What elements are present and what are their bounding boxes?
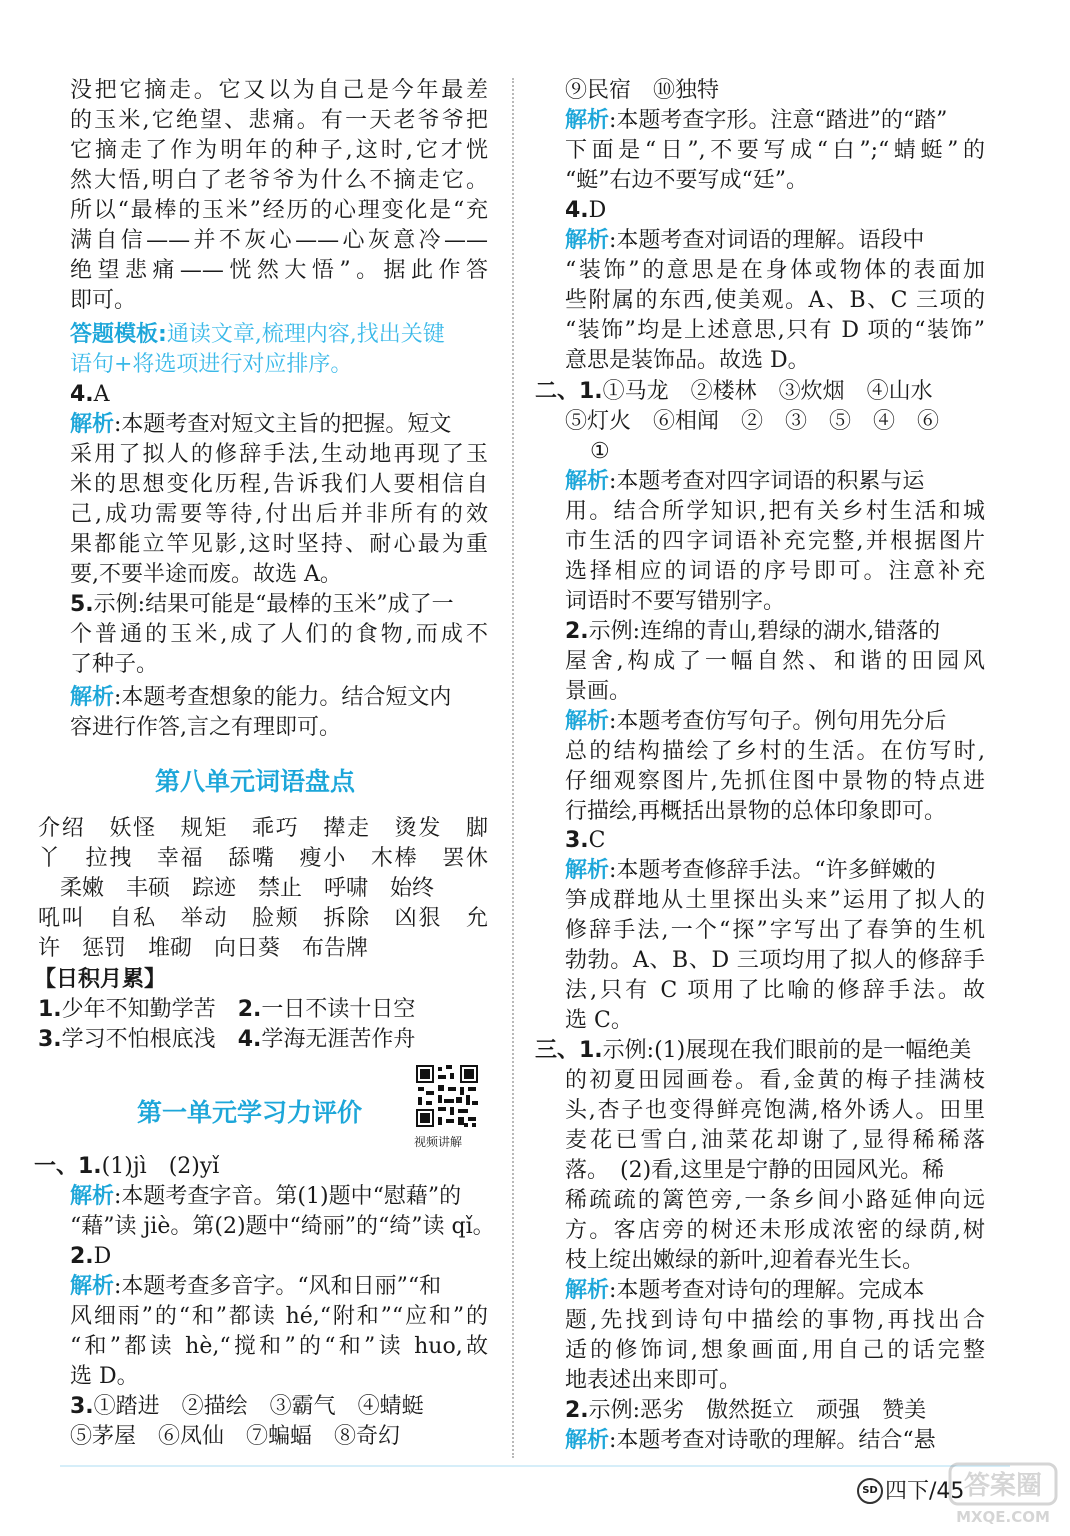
analysis-label: 解析 — [565, 1428, 610, 1453]
analysis-text: :本题考查想象的能力。结合短文内 — [114, 685, 452, 710]
analysis-text: :本题考查对词语的理解。语段中 — [609, 228, 925, 253]
analysis-line — [565, 1426, 936, 1456]
text-line: 笋成群地从土里探出头来”运用了拟人的 — [565, 888, 985, 913]
text-line: 它摘走了作为明年的种子,这时,它才恍 — [70, 138, 488, 163]
accumulate-row — [38, 1025, 415, 1055]
question-number: 3. — [565, 828, 589, 853]
column-divider — [512, 78, 514, 1458]
analysis-label: 解析 — [565, 469, 610, 494]
text-line: 景画。 — [565, 679, 632, 704]
vocab-line: 丫 拉拽 幸福 舔嘴 瘦小 木棒 罢休 — [38, 846, 488, 871]
text-line: 屋舍,构成了一幅自然、和谐的田园风 — [565, 649, 985, 674]
text-line: 适的修饰词,想象画面,用自己的话完整 — [565, 1338, 985, 1363]
analysis-label: 解析 — [565, 228, 610, 253]
text-line: “装饰”均是上述意思,只有 D 项的“装饰” — [565, 318, 985, 343]
analysis-label: 解析 — [70, 1184, 115, 1209]
analysis-label: 解析 — [70, 685, 115, 710]
text-line: 采用了拟人的修辞手法,生动地再现了玉 — [70, 442, 488, 467]
analysis-line — [70, 1272, 441, 1302]
answer: ①踏进 ②描绘 ③霸气 ④蜻蜓 — [93, 1394, 424, 1419]
analysis-line — [565, 707, 946, 737]
analysis-label: 解析 — [70, 1274, 115, 1299]
text-line: ⑨民宿 ⑩独特 — [565, 78, 720, 103]
publisher-badge: SD — [857, 1478, 883, 1504]
analysis-label: 解析 — [565, 709, 610, 734]
text-line: 没把它摘走。它又以为自己是今年最差 — [70, 78, 488, 103]
text-line: 选 C。 — [565, 1008, 633, 1033]
text-line: 意思是装饰品。故选 D。 — [565, 348, 810, 373]
text-line: ⑤茅屋 ⑥凤仙 ⑦蝙蝠 ⑧奇幻 — [70, 1424, 401, 1449]
text-line: 然大悟,明白了老爷爷为什么不摘走它。 — [70, 168, 488, 193]
question-number: 4. — [70, 382, 94, 407]
template-text: 语句+将选项进行对应排序。 — [70, 352, 353, 377]
text-line: 个普通的玉米,成了人们的食物,而成不 — [70, 622, 488, 647]
analysis-line — [565, 856, 936, 886]
answer: 示例:连绵的青山,碧绿的湖水,错落的 — [588, 619, 941, 644]
text-line: 仔细观察图片,先抓住图中景物的特点进 — [565, 769, 985, 794]
answer-line — [70, 590, 454, 620]
accumulate-row — [38, 995, 415, 1025]
answer-line — [565, 826, 606, 856]
text-line: 稀疏疏的篱笆旁,一条乡间小路延伸向远 — [565, 1188, 985, 1213]
analysis-label: 解析 — [70, 412, 115, 437]
svg-text:答案圈: 答案圈 — [963, 1471, 1043, 1501]
template-line — [70, 320, 445, 350]
text-line: 果都能立竿见影,这时坚持、耐心最为重 — [70, 532, 488, 557]
analysis-text: :本题考查字形。注意“踏进”的“踏” — [609, 108, 948, 133]
template-text: 通读文章,梳理内容,找出关键 — [166, 322, 445, 347]
answer-line — [535, 377, 933, 407]
answer: ①马龙 ②楼林 ③炊烟 ④山水 — [602, 379, 933, 404]
text-line: “蜓”右边不要写成“廷”。 — [565, 168, 808, 193]
answer: A — [93, 382, 110, 407]
vocab-line: 柔嫩 丰硕 踪迹 禁止 呼啸 始终 — [38, 876, 435, 901]
text-line: 些附属的东西,使美观。A、B、C 三项的 — [565, 288, 985, 313]
section-heading-unit1: 第一单元学习力评价 — [137, 1098, 363, 1127]
item-text: 一日不读十日空 — [261, 997, 416, 1022]
analysis-text: :本题考查仿写句子。例句用先分后 — [609, 709, 947, 734]
text-line: 了种子。 — [70, 652, 159, 677]
question-number: 4. — [565, 198, 589, 223]
question-number: 一、1. — [34, 1154, 102, 1179]
answer-line — [34, 1152, 219, 1182]
text-line: 市生活的四字词语补充完整,并根据图片 — [565, 529, 985, 554]
analysis-line — [565, 467, 924, 497]
analysis-text: :本题考查字音。第(1)题中“慰藉”的 — [114, 1184, 462, 1209]
text-line: 落。 (2)看,这里是宁静的田园风光。稀 — [565, 1158, 945, 1183]
text-line: 满自信——并不灰心——心灰意冷—— — [70, 228, 488, 253]
text-line: “和”都读 hè,“搅和”的“和”读 huo,故 — [70, 1334, 488, 1359]
question-number: 三、1. — [535, 1038, 603, 1063]
text-line: 行描绘,再概括出景物的总体印象即可。 — [565, 799, 946, 824]
text-line: “装饰”的意思是在身体或物体的表面加 — [565, 258, 985, 283]
text-line: 方。客店旁的树还未形成浓密的绿荫,树 — [565, 1218, 985, 1243]
analysis-line — [565, 106, 947, 136]
text-line: 绝望悲痛——恍然大悟”。据此作答 — [70, 258, 488, 283]
answer-line — [565, 196, 606, 226]
answer-line — [565, 1396, 926, 1426]
analysis-text: :本题考查对诗歌的理解。结合“悬 — [609, 1428, 936, 1453]
text-line: 己,成功需要等待,付出后并非所有的效 — [70, 502, 488, 527]
analysis-label: 解析 — [565, 108, 610, 133]
text-line: 所以“最棒的玉米”经历的心理变化是“充 — [70, 198, 488, 223]
text-line: 即可。 — [70, 288, 137, 313]
text-line: 米的思想变化历程,告诉我们人要相信自 — [70, 472, 488, 497]
text-line: 的初夏田园画卷。看,金黄的梅子挂满枝 — [565, 1068, 985, 1093]
text-line: 头,杏子也变得鲜亮饱满,格外诱人。田里 — [565, 1098, 985, 1123]
answer: (1)jì (2)yǐ — [101, 1154, 220, 1179]
text-line: 修辞手法,一个“探”字写出了春笋的生机 — [565, 918, 985, 943]
answer: 示例:结果可能是“最棒的玉米”成了一 — [93, 592, 454, 617]
text-line: 枝上绽出嫩绿的新叶,迎着春光生长。 — [565, 1248, 924, 1273]
analysis-text: :本题考查对诗句的理解。完成本 — [609, 1278, 925, 1303]
svg-text:MXQE.COM: MXQE.COM — [956, 1508, 1050, 1526]
text-line: 总的结构描绘了乡村的生活。在仿写时, — [565, 739, 985, 764]
item-number: 1. — [38, 997, 62, 1022]
analysis-text: :本题考查对四字词语的积累与运 — [609, 469, 925, 494]
analysis-line — [565, 1276, 924, 1306]
question-number: 2. — [565, 619, 589, 644]
item-text: 少年不知勤学苦 — [61, 997, 216, 1022]
analysis-line — [565, 226, 924, 256]
item-number: 2. — [237, 997, 262, 1022]
analysis-line — [70, 683, 451, 713]
page-number: 四下/45 — [885, 1479, 965, 1504]
answer: 示例:恶劣 傲然挺立 顽强 赞美 — [588, 1398, 927, 1423]
qr-caption: 视频讲解 — [414, 1135, 463, 1149]
answer-line — [535, 1036, 971, 1066]
analysis-label: 解析 — [565, 1278, 610, 1303]
analysis-line — [70, 410, 451, 440]
text-line: 要,不要半途而废。故选 A。 — [70, 562, 342, 587]
answer-line — [70, 380, 110, 410]
text-line: ⑤灯火 ⑥相闻 ② ③ ⑤ ④ ⑥ — [565, 409, 940, 434]
item-text: 学习不怕根底浅 — [61, 1027, 216, 1052]
question-number: 2. — [565, 1398, 589, 1423]
text-line: 麦花已雪白,油菜花却谢了,显得稀稀落 — [565, 1128, 985, 1153]
analysis-label: 解析 — [565, 858, 610, 883]
analysis-text: :本题考查对短文主旨的把握。短文 — [114, 412, 452, 437]
analysis-text: :本题考查修辞手法。“许多鲜嫩的 — [609, 858, 936, 883]
answer-line — [565, 617, 940, 647]
footer-rule — [60, 1465, 1010, 1467]
answer: C — [588, 828, 606, 853]
text-line: 的玉米,它绝望、悲痛。有一天老爷爷把 — [70, 108, 488, 133]
text-line: 风细雨”的“和”都读 hé,“附和”“应和”的 — [70, 1304, 488, 1329]
text-line: 地表述出来即可。 — [565, 1368, 742, 1393]
section-heading-unit8: 第八单元词语盘点 — [155, 767, 356, 796]
text-line: 选 D。 — [70, 1364, 139, 1389]
text-line: ① — [590, 439, 610, 464]
vocab-line: 吼叫 自私 举动 脸颊 拆除 凶狠 允 — [38, 906, 488, 931]
answer-line — [70, 1242, 111, 1272]
text-line: 下面是“日”,不要写成“白”;“蜻蜓”的 — [565, 138, 985, 163]
text-line: 题,先找到诗句中描绘的事物,再找出合 — [565, 1308, 985, 1333]
analysis-line — [70, 1182, 461, 1212]
watermark-logo — [948, 1462, 1058, 1528]
text-line: 用。结合所学知识,把有关乡村生活和城 — [565, 499, 985, 524]
answer: 示例:(1)展现在我们眼前的是一幅绝美 — [602, 1038, 972, 1063]
analysis-text: :本题考查多音字。“风和日丽”“和 — [114, 1274, 442, 1299]
text-line: 勃勃。A、B、D 三项均用了拟人的修辞手 — [565, 948, 985, 973]
question-number: 3. — [70, 1394, 94, 1419]
vocab-line: 介绍 妖怪 规矩 乖巧 撵走 烫发 脚 — [38, 816, 488, 841]
item-number: 3. — [38, 1027, 62, 1052]
answer: D — [93, 1244, 112, 1269]
accumulate-title: 【日积月累】 — [34, 967, 167, 992]
qr-code[interactable] — [414, 1063, 480, 1129]
item-text: 学海无涯苦作舟 — [261, 1027, 416, 1052]
question-number: 二、1. — [535, 379, 603, 404]
item-number: 4. — [237, 1027, 262, 1052]
answer-line — [70, 1392, 424, 1422]
text-line: 词语时不要写错别字。 — [565, 589, 786, 614]
vocab-line: 许 惩罚 堆砌 向日葵 布告牌 — [38, 936, 369, 961]
question-number: 5. — [70, 592, 94, 617]
text-line: 法,只有 C 项用了比喻的修辞手法。故 — [565, 978, 985, 1003]
text-line: “藉”读 jiè。第(2)题中“绮丽”的“绮”读 qǐ。 — [70, 1214, 495, 1239]
text-line: 选择相应的词语的序号即可。注意补充 — [565, 559, 985, 584]
template-label: 答题模板: — [70, 322, 167, 347]
answer: D — [588, 198, 607, 223]
question-number: 2. — [70, 1244, 94, 1269]
text-line: 容进行作答,言之有理即可。 — [70, 715, 341, 740]
